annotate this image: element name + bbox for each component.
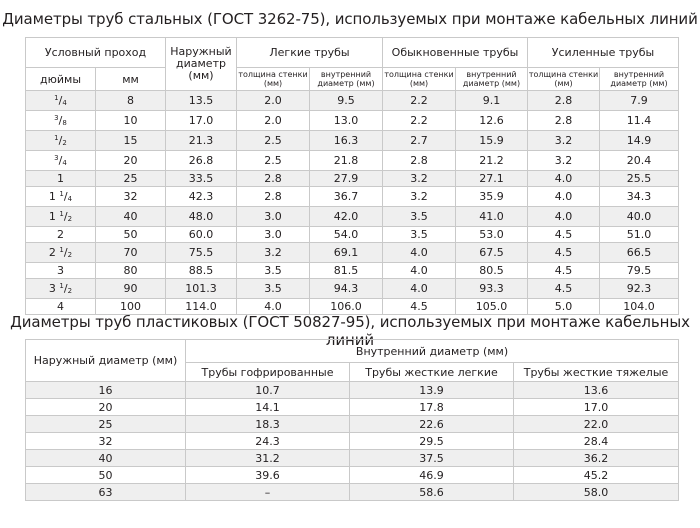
cell-light-wall: 4.0 <box>237 299 310 315</box>
steel-pipes-table <box>25 37 679 315</box>
table-row <box>26 151 679 171</box>
cell-rein-inner: 92.3 <box>600 279 679 299</box>
cell-ord-inner: 9.1 <box>456 91 528 111</box>
cell-outer: 114.0 <box>166 299 237 315</box>
cell-mm: 90 <box>96 279 166 299</box>
cell-mm: 100 <box>96 299 166 315</box>
cell-corrugated: 39.6 <box>186 467 350 484</box>
cell-rein-wall: 2.8 <box>528 91 600 111</box>
table-row <box>26 171 679 187</box>
cell-inches <box>26 131 96 151</box>
header-mm: мм <box>96 68 166 91</box>
cell-rein-inner: 7.9 <box>600 91 679 111</box>
inches-whole: 3 <box>48 282 56 295</box>
cell-outer: 101.3 <box>166 279 237 299</box>
table-row <box>26 227 679 243</box>
cell-inches <box>26 207 96 227</box>
cell-rigid-heavy: 17.0 <box>514 399 679 416</box>
fraction-slash: / <box>58 114 63 127</box>
fraction-denominator: 2 <box>67 215 73 223</box>
inches-whole: 1 <box>48 210 56 223</box>
cell-rigid-light: 58.6 <box>350 484 514 501</box>
table-row <box>26 91 679 111</box>
cell-light-wall: 2.5 <box>237 131 310 151</box>
inches-fraction <box>54 94 67 107</box>
cell-outer: 75.5 <box>166 243 237 263</box>
cell-corrugated: 24.3 <box>186 433 350 450</box>
cell-light-inner: 16.3 <box>310 131 383 151</box>
cell-mm: 20 <box>96 151 166 171</box>
cell-rein-wall: 2.8 <box>528 111 600 131</box>
cell-light-wall: 2.5 <box>237 151 310 171</box>
inches-whole: 2 <box>48 246 56 259</box>
cell-rein-inner: 51.0 <box>600 227 679 243</box>
cell-light-inner: 94.3 <box>310 279 383 299</box>
table-row <box>26 263 679 279</box>
cell-ord-wall: 3.2 <box>383 171 456 187</box>
cell-inches <box>26 151 96 171</box>
cell-ord-wall: 4.0 <box>383 263 456 279</box>
cell-inches <box>26 91 96 111</box>
cell-rein-wall: 4.0 <box>528 171 600 187</box>
cell-ord-wall: 3.5 <box>383 207 456 227</box>
cell-outer: 21.3 <box>166 131 237 151</box>
cell-light-wall: 3.5 <box>237 279 310 299</box>
fraction-slash: / <box>58 154 63 167</box>
cell-ord-inner: 41.0 <box>456 207 528 227</box>
cell-ord-wall: 2.7 <box>383 131 456 151</box>
table-row <box>26 111 679 131</box>
header-reinforced-inner: внутренний диаметр (мм) <box>600 68 679 91</box>
cell-ord-inner: 15.9 <box>456 131 528 151</box>
cell-light-inner: 13.0 <box>310 111 383 131</box>
cell-corrugated: 18.3 <box>186 416 350 433</box>
header-light-wall: толщина стенки (мм) <box>237 68 310 91</box>
cell-light-wall: 2.8 <box>237 187 310 207</box>
cell-mm: 8 <box>96 91 166 111</box>
fraction-numerator: 3 <box>54 114 59 122</box>
table-row <box>26 433 679 450</box>
cell-light-inner: 21.8 <box>310 151 383 171</box>
steel-table-body <box>26 91 679 315</box>
cell-rigid-light: 29.5 <box>350 433 514 450</box>
header-nominal-bore: Условный проход <box>26 38 166 68</box>
cell-inches <box>26 227 96 243</box>
cell-outer: 16 <box>26 382 186 399</box>
cell-outer: 17.0 <box>166 111 237 131</box>
cell-light-wall: 2.0 <box>237 111 310 131</box>
fraction-denominator: 2 <box>62 139 67 147</box>
cell-outer: 48.0 <box>166 207 237 227</box>
cell-ord-inner: 27.1 <box>456 171 528 187</box>
inches-fraction <box>59 246 72 259</box>
inches-fraction <box>54 114 67 127</box>
inches-whole: 3 <box>57 263 64 277</box>
cell-light-inner: 42.0 <box>310 207 383 227</box>
header-rigid-light: Трубы жесткие легкие <box>350 363 514 382</box>
fraction-numerator: 3 <box>54 154 59 162</box>
cell-light-wall: 2.8 <box>237 171 310 187</box>
fraction-slash: / <box>63 246 68 259</box>
table-row <box>26 207 679 227</box>
cell-rein-wall: 4.5 <box>528 279 600 299</box>
cell-mm: 70 <box>96 243 166 263</box>
cell-corrugated: 10.7 <box>186 382 350 399</box>
cell-outer: 60.0 <box>166 227 237 243</box>
cell-ord-inner: 35.9 <box>456 187 528 207</box>
inches-whole: 2 <box>57 227 64 241</box>
header-reinforced-wall: толщина стенки (мм) <box>528 68 600 91</box>
cell-ord-inner: 12.6 <box>456 111 528 131</box>
table-row <box>26 416 679 433</box>
cell-mm: 15 <box>96 131 166 151</box>
cell-light-inner: 81.5 <box>310 263 383 279</box>
cell-rein-inner: 14.9 <box>600 131 679 151</box>
cell-outer: 88.5 <box>166 263 237 279</box>
cell-mm: 32 <box>96 187 166 207</box>
cell-ord-inner: 67.5 <box>456 243 528 263</box>
cell-outer: 20 <box>26 399 186 416</box>
cell-rein-inner: 66.5 <box>600 243 679 263</box>
table-row <box>26 243 679 263</box>
cell-inches <box>26 243 96 263</box>
fraction-numerator: 1 <box>59 190 64 198</box>
fraction-denominator: 2 <box>67 287 73 295</box>
header-ordinary-wall: толщина стенки (мм) <box>383 68 456 91</box>
header-outer-diameter: Наружный диаметр (мм) <box>166 38 237 91</box>
cell-mm: 10 <box>96 111 166 131</box>
table-row <box>26 131 679 151</box>
cell-mm: 25 <box>96 171 166 187</box>
fraction-slash: / <box>58 94 63 107</box>
cell-rigid-heavy: 58.0 <box>514 484 679 501</box>
fraction-numerator: 1 <box>54 94 59 102</box>
cell-inches <box>26 279 96 299</box>
cell-mm: 40 <box>96 207 166 227</box>
cell-ord-inner: 53.0 <box>456 227 528 243</box>
cell-rein-wall: 3.2 <box>528 131 600 151</box>
fraction-denominator: 2 <box>67 251 73 259</box>
fraction-denominator: 4 <box>62 159 67 167</box>
fraction-slash: / <box>63 210 68 223</box>
cell-ord-wall: 3.5 <box>383 227 456 243</box>
cell-light-wall: 3.0 <box>237 207 310 227</box>
header-rigid-heavy: Трубы жесткие тяжелые <box>514 363 679 382</box>
cell-rein-inner: 25.5 <box>600 171 679 187</box>
cell-ord-wall: 3.2 <box>383 187 456 207</box>
cell-outer: 25 <box>26 416 186 433</box>
header-plastic-inner: Внутренний диаметр (мм) <box>186 340 679 363</box>
cell-rigid-heavy: 45.2 <box>514 467 679 484</box>
cell-light-wall: 3.0 <box>237 227 310 243</box>
cell-ord-inner: 80.5 <box>456 263 528 279</box>
header-inches: дюймы <box>26 68 96 91</box>
cell-inches <box>26 263 96 279</box>
cell-ord-inner: 105.0 <box>456 299 528 315</box>
cell-light-inner: 9.5 <box>310 91 383 111</box>
cell-ord-wall: 4.0 <box>383 279 456 299</box>
header-light-pipes: Легкие трубы <box>237 38 383 68</box>
cell-rein-wall: 4.5 <box>528 263 600 279</box>
cell-ord-inner: 93.3 <box>456 279 528 299</box>
cell-rein-inner: 20.4 <box>600 151 679 171</box>
cell-rein-wall: 4.0 <box>528 187 600 207</box>
cell-rein-wall: 4.5 <box>528 243 600 263</box>
cell-rigid-light: 17.8 <box>350 399 514 416</box>
cell-rein-wall: 4.5 <box>528 227 600 243</box>
header-plastic-outer: Наружный диаметр (мм) <box>26 340 186 382</box>
table-row <box>26 382 679 399</box>
cell-rein-inner: 40.0 <box>600 207 679 227</box>
cell-rigid-heavy: 13.6 <box>514 382 679 399</box>
cell-light-wall: 3.5 <box>237 263 310 279</box>
fraction-numerator: 1 <box>59 282 64 290</box>
inches-fraction <box>59 282 72 295</box>
cell-corrugated: 31.2 <box>186 450 350 467</box>
cell-outer: 33.5 <box>166 171 237 187</box>
inches-fraction <box>59 210 72 223</box>
cell-rigid-light: 37.5 <box>350 450 514 467</box>
fraction-slash: / <box>58 134 63 147</box>
fraction-numerator: 1 <box>59 210 64 218</box>
inches-whole: 4 <box>57 299 64 313</box>
cell-light-inner: 36.7 <box>310 187 383 207</box>
plastic-table-title: Диаметры труб пластиковых (ГОСТ 50827-95), используемых при монтаже кабельных линий <box>10 313 690 349</box>
table-row <box>26 187 679 207</box>
plastic-table-body <box>26 382 679 501</box>
cell-rigid-light: 46.9 <box>350 467 514 484</box>
table-row <box>26 450 679 467</box>
table-row <box>26 484 679 501</box>
cell-ord-wall: 4.5 <box>383 299 456 315</box>
cell-mm: 50 <box>96 227 166 243</box>
inches-fraction <box>54 134 67 147</box>
cell-ord-wall: 4.0 <box>383 243 456 263</box>
cell-outer: 50 <box>26 467 186 484</box>
cell-rein-wall: 4.0 <box>528 207 600 227</box>
plastic-pipes-table <box>25 339 679 501</box>
cell-outer: 26.8 <box>166 151 237 171</box>
cell-rein-inner: 104.0 <box>600 299 679 315</box>
table-row <box>26 399 679 416</box>
inches-whole: 1 <box>48 190 56 203</box>
fraction-numerator: 1 <box>59 246 64 254</box>
cell-light-inner: 27.9 <box>310 171 383 187</box>
cell-light-inner: 106.0 <box>310 299 383 315</box>
cell-ord-wall: 2.2 <box>383 111 456 131</box>
cell-light-inner: 54.0 <box>310 227 383 243</box>
cell-rigid-light: 22.6 <box>350 416 514 433</box>
fraction-slash: / <box>63 282 68 295</box>
cell-ord-wall: 2.8 <box>383 151 456 171</box>
fraction-slash: / <box>63 190 68 203</box>
cell-inches <box>26 187 96 207</box>
cell-outer: 13.5 <box>166 91 237 111</box>
cell-rein-wall: 3.2 <box>528 151 600 171</box>
fraction-denominator: 4 <box>67 195 73 203</box>
cell-outer: 42.3 <box>166 187 237 207</box>
cell-corrugated: 14.1 <box>186 399 350 416</box>
cell-light-wall: 2.0 <box>237 91 310 111</box>
fraction-numerator: 1 <box>54 134 59 142</box>
cell-rein-wall: 5.0 <box>528 299 600 315</box>
header-light-inner: внутренний диаметр (мм) <box>310 68 383 91</box>
cell-rigid-heavy: 22.0 <box>514 416 679 433</box>
cell-mm: 80 <box>96 263 166 279</box>
cell-rein-inner: 79.5 <box>600 263 679 279</box>
cell-light-wall: 3.2 <box>237 243 310 263</box>
cell-inches <box>26 171 96 187</box>
cell-rigid-heavy: 28.4 <box>514 433 679 450</box>
inches-whole: 1 <box>57 171 64 185</box>
fraction-denominator: 4 <box>62 99 67 107</box>
header-reinforced-pipes: Усиленные трубы <box>528 38 679 68</box>
fraction-denominator: 8 <box>62 119 67 127</box>
header-ordinary-inner: внутренний диаметр (мм) <box>456 68 528 91</box>
cell-ord-wall: 2.2 <box>383 91 456 111</box>
cell-outer: 32 <box>26 433 186 450</box>
cell-corrugated: – <box>186 484 350 501</box>
cell-outer: 63 <box>26 484 186 501</box>
cell-rein-inner: 34.3 <box>600 187 679 207</box>
table-row <box>26 279 679 299</box>
table-row <box>26 467 679 484</box>
cell-ord-inner: 21.2 <box>456 151 528 171</box>
cell-outer: 40 <box>26 450 186 467</box>
cell-inches <box>26 111 96 131</box>
steel-table-title: Диаметры труб стальных (ГОСТ 3262-75), используемых при монтаже кабельных линий <box>2 10 698 28</box>
cell-rigid-heavy: 36.2 <box>514 450 679 467</box>
inches-fraction <box>59 190 72 203</box>
inches-fraction <box>54 154 67 167</box>
header-ordinary-pipes: Обыкновенные трубы <box>383 38 528 68</box>
cell-rigid-light: 13.9 <box>350 382 514 399</box>
cell-rein-inner: 11.4 <box>600 111 679 131</box>
header-corrugated: Трубы гофрированные <box>186 363 350 382</box>
cell-light-inner: 69.1 <box>310 243 383 263</box>
